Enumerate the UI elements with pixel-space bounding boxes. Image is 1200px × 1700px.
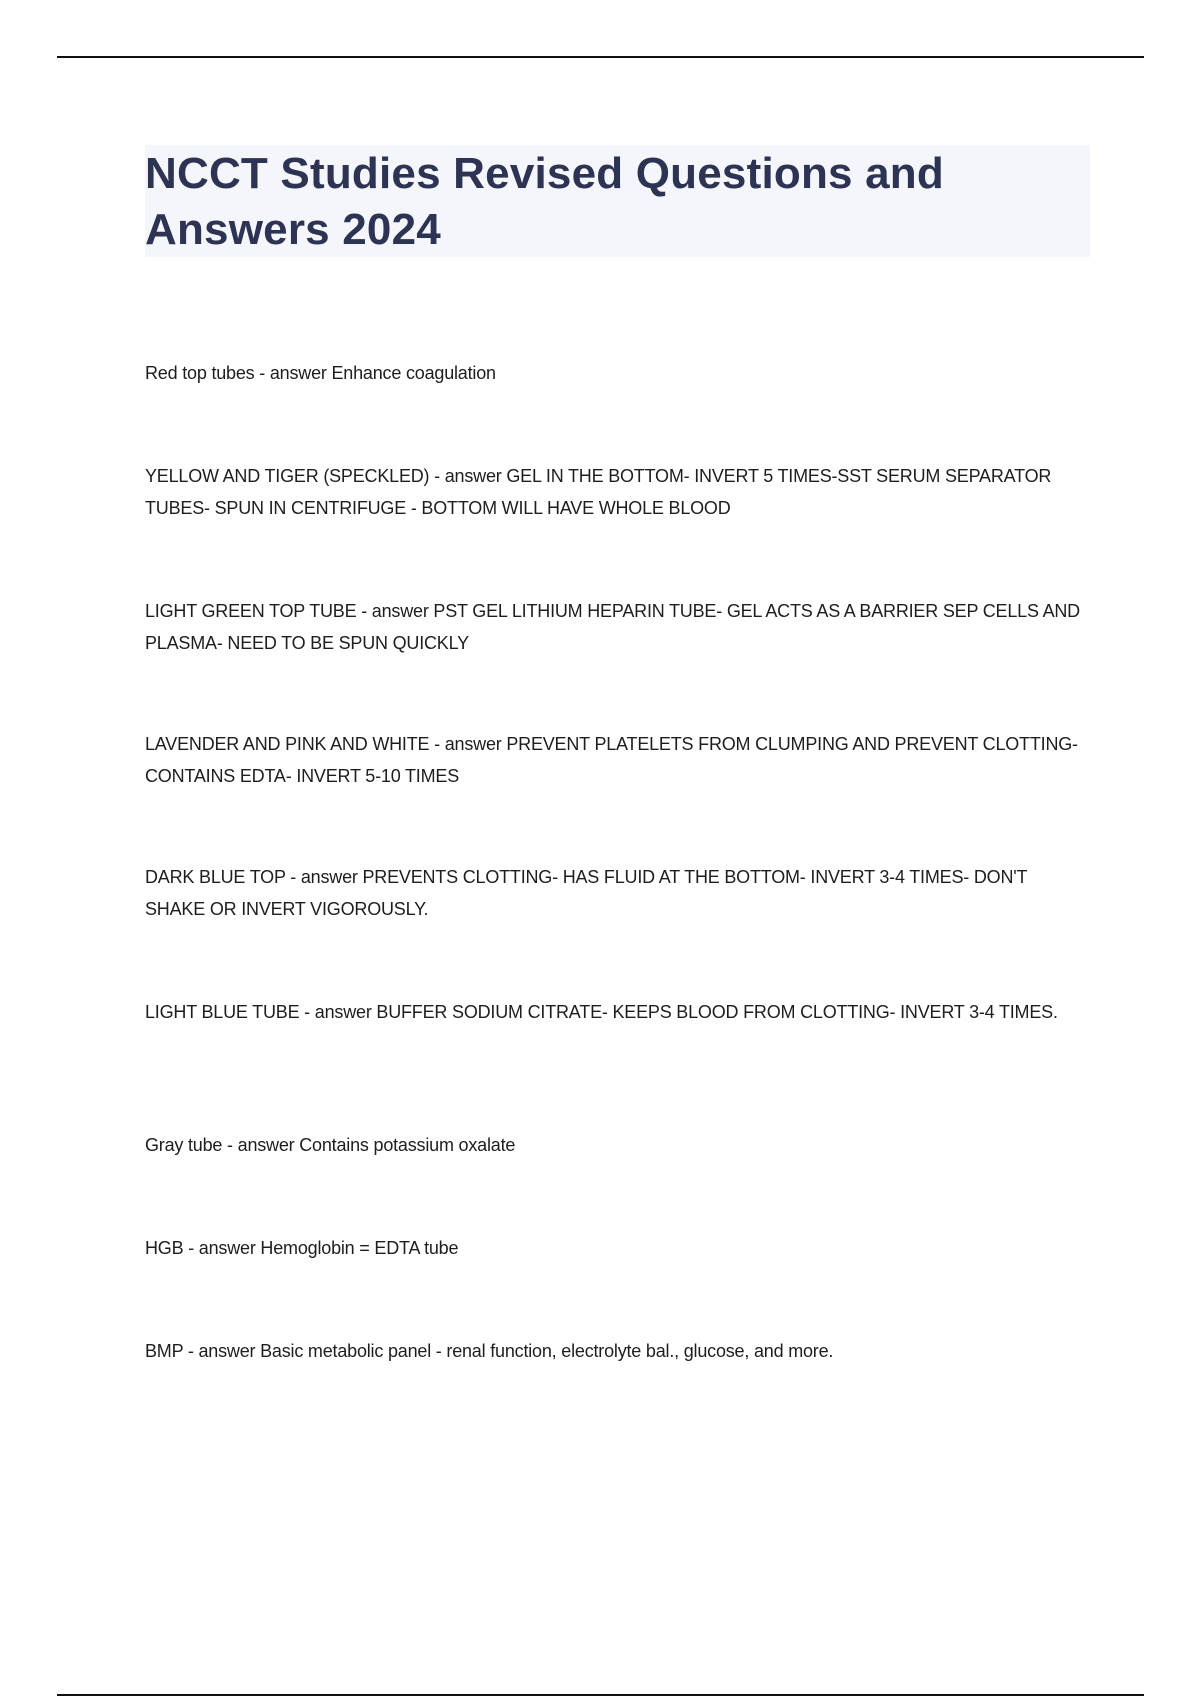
qa-item-yellow-tiger: YELLOW AND TIGER (SPECKLED) - answer GEL IN THE BOTTOM- INVERT 5 TIMES-SST SERUM SEPARATOR TUBES- SPUN IN CENTRIFUGE - BOTTOM WILL HAVE WHOLE BLOOD [145,466,1052,518]
bottom-rule [57,1694,1144,1696]
top-rule [57,56,1144,58]
title-block [145,145,1090,257]
qa-item-bmp: BMP - answer Basic metabolic panel - renal function, electrolyte bal., glucose, and more. [145,1341,834,1361]
qa-item-gray: Gray tube - answer Contains potassium oxalate [145,1135,516,1155]
qa-item-dark-blue: DARK BLUE TOP - answer PREVENTS CLOTTING- HAS FLUID AT THE BOTTOM- INVERT 3-4 TIMES- DON'T SHAKE OR INVERT VIGOROUSLY. [145,867,1027,919]
qa-item-light-green: LIGHT GREEN TOP TUBE - answer PST GEL LITHIUM HEPARIN TUBE- GEL ACTS AS A BARRIER SEP CELLS AND PLASMA- NEED TO BE SPUN QUICKLY [145,601,1080,653]
qa-item-red-top: Red top tubes - answer Enhance coagulation [145,363,496,383]
page-title: NCCT Studies Revised Questions and Answers 2024 [145,149,944,254]
qa-item-lavender: LAVENDER AND PINK AND WHITE - answer PREVENT PLATELETS FROM CLUMPING AND PREVENT CLOTTING- CONTAINS EDTA- INVERT 5-10 TIMES [145,734,1078,786]
qa-item-light-blue: LIGHT BLUE TUBE - answer BUFFER SODIUM CITRATE- KEEPS BLOOD FROM CLOTTING- INVERT 3-4 TIMES. [145,1002,1058,1022]
qa-item-hgb: HGB - answer Hemoglobin = EDTA tube [145,1238,459,1258]
